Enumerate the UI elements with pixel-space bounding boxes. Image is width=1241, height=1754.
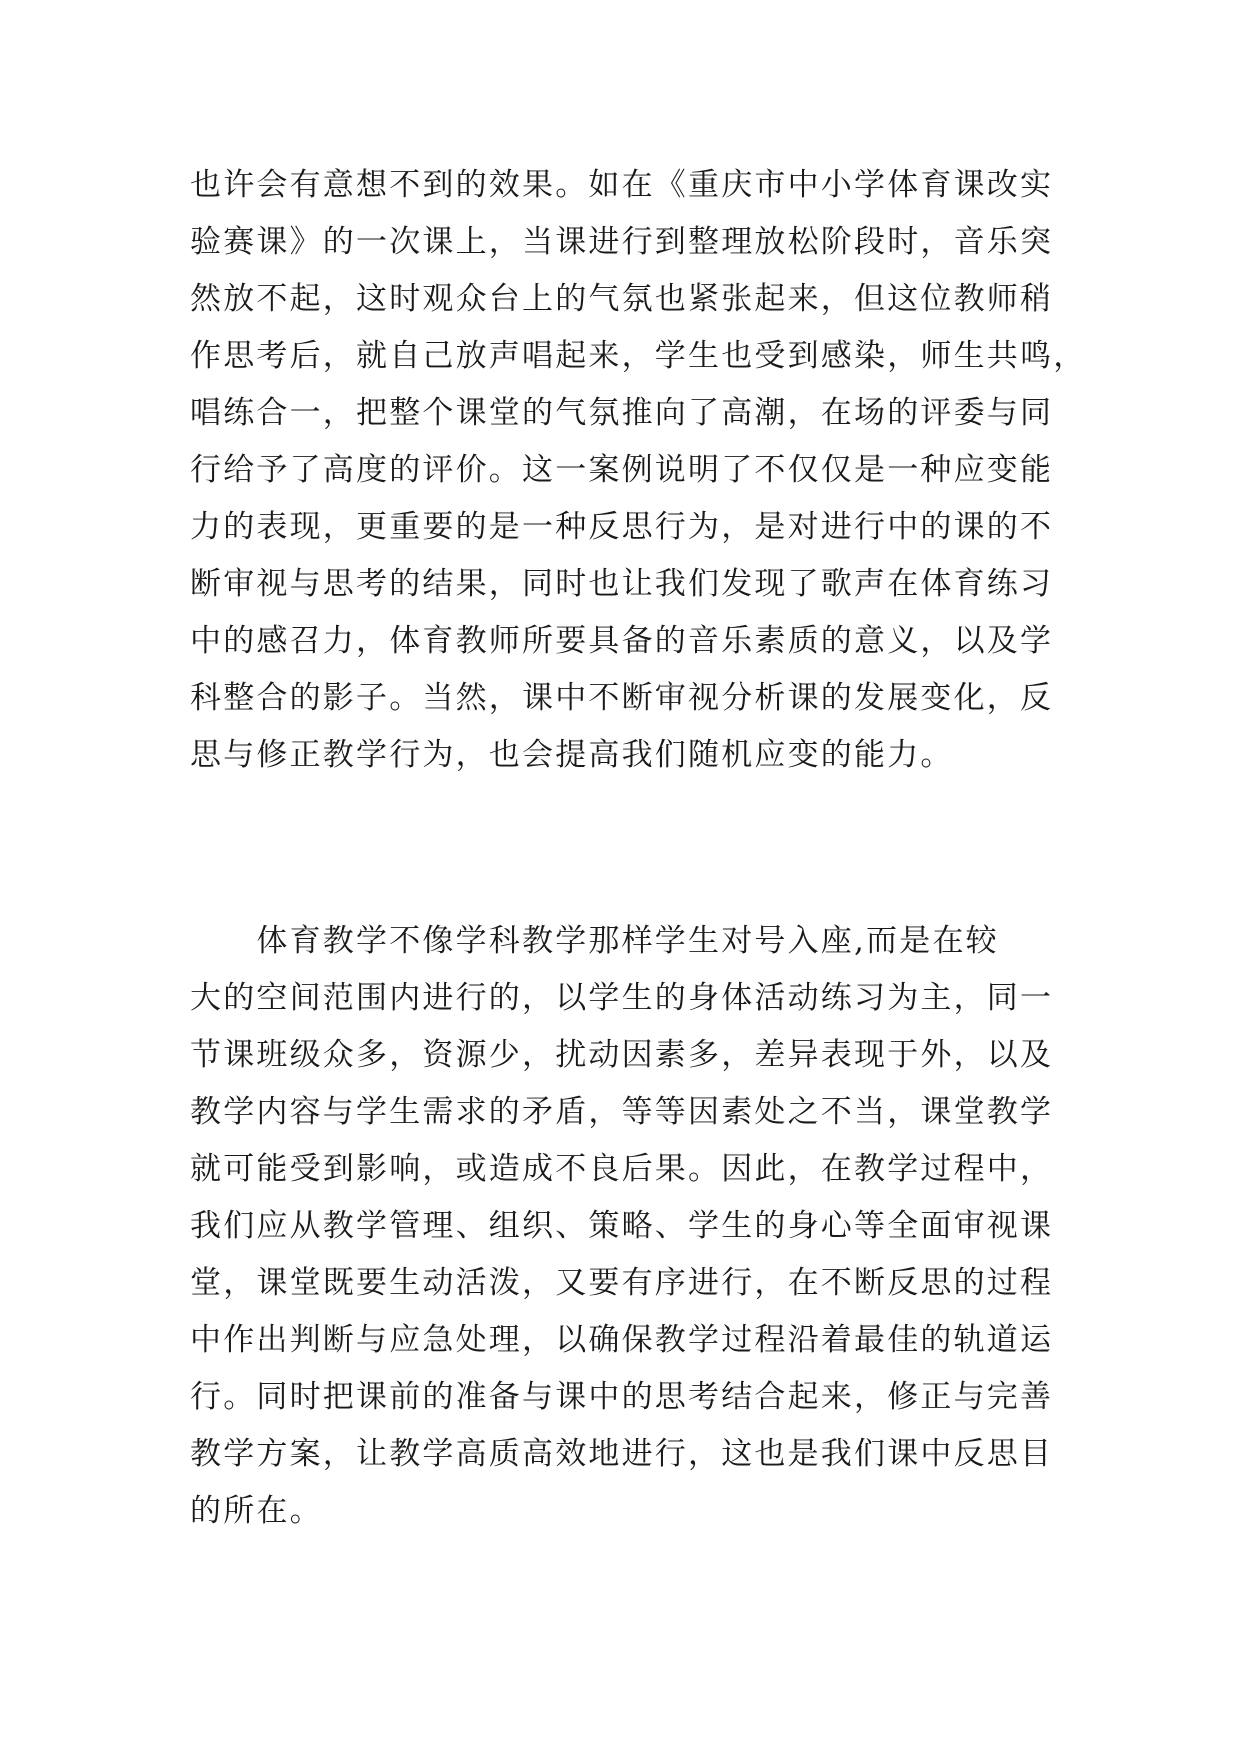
text-line: 也许会有意想不到的效果。如在《重庆市中小学体育课改实: [190, 167, 1054, 203]
text-line: 作思考后，就自己放声唱起来，学生也受到感染，师生共鸣，: [190, 338, 1087, 374]
text-line: 行。同时把课前的准备与课中的思考结合起来，修正与完善: [190, 1379, 1054, 1415]
text-line: 科整合的影子。当然，课中不断审视分析课的发展变化，反: [190, 680, 1054, 716]
text-line: 力的表现，更重要的是一种反思行为，是对进行中的课的不: [190, 509, 1054, 545]
text-line: 大的空间范围内进行的，以学生的身体活动练习为主，同一: [190, 980, 1054, 1016]
paragraph-1: [190, 157, 1087, 784]
text-line: 中作出判断与应急处理，以确保教学过程沿着最佳的轨道运: [190, 1322, 1054, 1358]
text-line: 教学内容与学生需求的矛盾，等等因素处之不当，课堂教学: [190, 1094, 1054, 1130]
text-line: 堂，课堂既要生动活泼，又要有序进行，在不断反思的过程: [190, 1265, 1054, 1301]
text-line: 断审视与思考的结果，同时也让我们发现了歌声在体育练习: [190, 566, 1054, 602]
text-line: 我们应从教学管理、组织、策略、学生的身心等全面审视课: [190, 1208, 1054, 1244]
text-line: 中的感召力，体育教师所要具备的音乐素质的意义，以及学: [190, 623, 1054, 659]
text-line: 教学方案，让教学高质高效地进行，这也是我们课中反思目: [190, 1436, 1054, 1472]
text-line: 节课班级众多，资源少，扰动因素多，差异表现于外，以及: [190, 1037, 1054, 1073]
text-line: 思与修正教学行为，也会提高我们随机应变的能力。: [190, 737, 954, 773]
text-line: 行给予了高度的评价。这一案例说明了不仅仅是一种应变能: [190, 452, 1054, 488]
paragraph-2: [190, 913, 1070, 1540]
text-line: 就可能受到影响，或造成不良后果。因此，在教学过程中，: [190, 1151, 1054, 1187]
text-line: 的所在。: [190, 1493, 323, 1529]
text-line: 体育教学不像学科教学那样学生对号入座,而是在较: [190, 923, 999, 959]
text-line: 验赛课》的一次课上，当课进行到整理放松阶段时，音乐突: [190, 224, 1054, 260]
text-line: 然放不起，这时观众台上的气氛也紧张起来，但这位教师稍: [190, 281, 1054, 317]
text-line: 唱练合一，把整个课堂的气氛推向了高潮，在场的评委与同: [190, 395, 1054, 431]
